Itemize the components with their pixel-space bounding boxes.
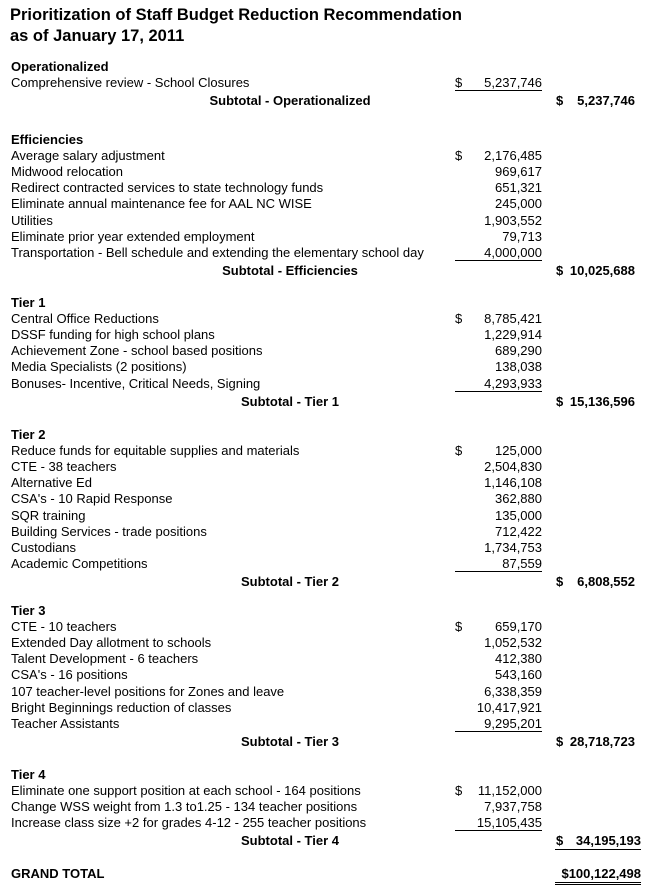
line-item-amount: 135,000 bbox=[495, 507, 542, 523]
line-item-label: Average salary adjustment bbox=[11, 148, 165, 164]
section-heading-row bbox=[0, 295, 660, 311]
subtotal-amount: 34,195,193 bbox=[555, 833, 641, 850]
line-item-row bbox=[0, 651, 660, 667]
line-item-row bbox=[0, 716, 660, 732]
line-item-label: Media Specialists (2 positions) bbox=[11, 359, 187, 375]
line-item-row bbox=[0, 475, 660, 491]
line-item-label: Building Services - trade positions bbox=[11, 523, 207, 539]
line-item-label: Central Office Reductions bbox=[11, 311, 159, 327]
grand-total-amount: $100,122,498 bbox=[555, 866, 641, 885]
line-item-amount: 689,290 bbox=[495, 343, 542, 359]
line-item-amount: 1,052,532 bbox=[484, 635, 542, 651]
subtotal-row bbox=[0, 93, 660, 109]
section-heading: Tier 1 bbox=[11, 295, 46, 310]
line-item-label: Utilities bbox=[11, 212, 53, 228]
line-item-row bbox=[0, 245, 660, 261]
report-title-line1: Prioritization of Staff Budget Reduction Recommendation bbox=[10, 6, 462, 24]
line-item-label: 107 teacher-level positions for Zones and leave bbox=[11, 683, 285, 699]
line-item-label: CTE - 38 teachers bbox=[11, 459, 117, 475]
report-title-line2: as of January 17, 2011 bbox=[10, 27, 185, 45]
subtotal-label: Subtotal - Tier 2 bbox=[241, 573, 339, 589]
line-item-row bbox=[0, 359, 660, 375]
line-item-amount: 712,422 bbox=[495, 523, 542, 539]
line-item-row bbox=[0, 229, 660, 245]
line-item-label: Transportation - Bell schedule and extending the elementary school day bbox=[11, 244, 424, 260]
line-item-amount: 11,152,000 bbox=[477, 783, 542, 799]
subtotal-row bbox=[0, 394, 660, 410]
subtotal-currency-symbol: $ bbox=[556, 573, 564, 589]
subtotal-label: Subtotal - Tier 4 bbox=[241, 833, 339, 849]
line-item-row bbox=[0, 524, 660, 540]
line-item-label: Achievement Zone - school based positions bbox=[11, 343, 263, 359]
line-item-label: Alternative Ed bbox=[11, 475, 92, 491]
section-heading: Tier 3 bbox=[11, 603, 46, 618]
section-heading-row bbox=[0, 132, 660, 148]
line-item-label: Eliminate prior year extended employment bbox=[11, 228, 255, 244]
line-item-amount: 1,146,108 bbox=[484, 475, 542, 491]
line-item-amount: 543,160 bbox=[495, 667, 542, 683]
line-item-row bbox=[0, 196, 660, 212]
line-item-amount: 651,321 bbox=[495, 180, 542, 196]
subtotal-row bbox=[0, 833, 660, 849]
line-item-label: Extended Day allotment to schools bbox=[11, 635, 212, 651]
line-item-amount: 6,338,359 bbox=[484, 683, 542, 699]
line-item-label: DSSF funding for high school plans bbox=[11, 327, 215, 343]
line-item-amount: 362,880 bbox=[495, 491, 542, 507]
subtotal-label: Subtotal - Tier 1 bbox=[241, 393, 339, 409]
line-item-row bbox=[0, 783, 660, 799]
line-item-amount: 79,713 bbox=[502, 228, 542, 244]
subtotal-amount: 10,025,688 bbox=[569, 262, 635, 278]
section-heading-row bbox=[0, 767, 660, 783]
line-item-row bbox=[0, 684, 660, 700]
line-item-row bbox=[0, 327, 660, 343]
currency-symbol: $ bbox=[455, 619, 463, 635]
line-item-row bbox=[0, 540, 660, 556]
line-item-row bbox=[0, 508, 660, 524]
currency-symbol: $ bbox=[455, 75, 463, 91]
line-item-row bbox=[0, 343, 660, 359]
currency-symbol: $ bbox=[455, 148, 463, 164]
line-item-label: Bonuses- Incentive, Critical Needs, Signing bbox=[11, 375, 261, 391]
line-item-row bbox=[0, 213, 660, 229]
line-item-label: CSA's - 16 positions bbox=[11, 667, 128, 683]
line-item-amount: 1,229,914 bbox=[484, 327, 542, 343]
line-item-label: Bright Beginnings reduction of classes bbox=[11, 699, 232, 715]
line-item-amount: 15,105,435 bbox=[476, 815, 542, 831]
line-item-row bbox=[0, 311, 660, 327]
line-item-row bbox=[0, 667, 660, 683]
line-item-row bbox=[0, 459, 660, 475]
line-item-label: Custodians bbox=[11, 539, 77, 555]
line-item-amount: 4,293,933 bbox=[484, 375, 542, 391]
line-item-amount: 10,417,921 bbox=[476, 699, 542, 715]
section-heading: Tier 2 bbox=[11, 427, 46, 442]
line-item-label: Academic Competitions bbox=[11, 555, 148, 571]
line-item-row bbox=[0, 619, 660, 635]
line-item-row bbox=[0, 376, 660, 392]
line-item-label: Eliminate one support position at each school - 164 positions bbox=[11, 783, 361, 799]
subtotal-amount: 15,136,596 bbox=[569, 393, 635, 409]
line-item-label: Change WSS weight from 1.3 to1.25 - 134 teacher positions bbox=[11, 799, 358, 815]
line-item-label: Talent Development - 6 teachers bbox=[11, 651, 199, 667]
subtotal-currency-symbol: $ bbox=[556, 393, 564, 409]
line-item-amount: 87,559 bbox=[502, 555, 542, 571]
line-item-label: Increase class size +2 for grades 4-12 - 255 teacher positions bbox=[11, 815, 367, 831]
line-item-label: Eliminate annual maintenance fee for AAL NC WISE bbox=[11, 196, 312, 212]
subtotal-currency-symbol: $ bbox=[556, 93, 564, 109]
section-heading-row bbox=[0, 427, 660, 443]
subtotal-amount: 28,718,723 bbox=[569, 733, 635, 749]
line-item-row bbox=[0, 815, 660, 831]
line-item-amount: 9,295,201 bbox=[484, 715, 542, 731]
currency-symbol: $ bbox=[455, 443, 463, 459]
subtotal-row bbox=[0, 263, 660, 279]
subtotal-label: Subtotal - Operationalized bbox=[209, 93, 371, 109]
section-heading: Efficiencies bbox=[11, 132, 84, 147]
line-item-label: Midwood relocation bbox=[11, 164, 124, 180]
line-item-row bbox=[0, 180, 660, 196]
grand-total-label: GRAND TOTAL bbox=[11, 866, 105, 881]
section-heading: Operationalized bbox=[11, 59, 109, 74]
subtotal-currency-symbol: $ bbox=[556, 262, 564, 278]
subtotal-label: Subtotal - Efficiencies bbox=[222, 262, 358, 278]
line-item-row bbox=[0, 75, 660, 91]
line-item-label: Teacher Assistants bbox=[11, 715, 120, 731]
line-item-row bbox=[0, 491, 660, 507]
line-item-amount: 7,937,758 bbox=[484, 799, 542, 815]
line-item-row bbox=[0, 799, 660, 815]
line-item-label: Comprehensive review - School Closures bbox=[11, 75, 250, 91]
grand-total-row bbox=[0, 866, 660, 882]
line-item-row bbox=[0, 164, 660, 180]
line-item-label: CSA's - 10 Rapid Response bbox=[11, 491, 173, 507]
line-item-amount: 8,785,421 bbox=[484, 311, 542, 327]
section-heading-row bbox=[0, 603, 660, 619]
line-item-row bbox=[0, 556, 660, 572]
line-item-amount: 412,380 bbox=[495, 651, 542, 667]
subtotal-currency-symbol: $ bbox=[556, 733, 564, 749]
subtotal-currency-symbol: $ bbox=[556, 833, 564, 849]
line-item-amount: 138,038 bbox=[495, 359, 542, 375]
subtotal-label: Subtotal - Tier 3 bbox=[241, 733, 339, 749]
subtotal-amount: 5,237,746 bbox=[577, 93, 635, 109]
line-item-amount: 969,617 bbox=[495, 164, 542, 180]
line-item-row bbox=[0, 635, 660, 651]
subtotal-row bbox=[0, 574, 660, 590]
line-item-amount: 1,903,552 bbox=[484, 212, 542, 228]
line-item-row bbox=[0, 700, 660, 716]
line-item-amount: 1,734,753 bbox=[484, 539, 542, 555]
line-item-amount: 2,176,485 bbox=[484, 148, 542, 164]
line-item-row bbox=[0, 443, 660, 459]
section-heading-row bbox=[0, 59, 660, 75]
line-item-row bbox=[0, 148, 660, 164]
line-item-label: Redirect contracted services to state technology funds bbox=[11, 180, 324, 196]
line-item-amount: 125,000 bbox=[495, 443, 542, 459]
line-item-amount: 659,170 bbox=[495, 619, 542, 635]
line-item-amount: 245,000 bbox=[495, 196, 542, 212]
line-item-label: SQR training bbox=[11, 507, 86, 523]
line-item-amount: 2,504,830 bbox=[484, 459, 542, 475]
currency-symbol: $ bbox=[455, 311, 463, 327]
line-item-amount: 4,000,000 bbox=[484, 244, 542, 260]
section-heading: Tier 4 bbox=[11, 767, 46, 782]
line-item-label: Reduce funds for equitable supplies and materials bbox=[11, 443, 300, 459]
subtotal-amount: 6,808,552 bbox=[577, 573, 635, 589]
line-item-amount: 5,237,746 bbox=[484, 75, 542, 91]
subtotal-row bbox=[0, 734, 660, 750]
line-item-label: CTE - 10 teachers bbox=[11, 619, 117, 635]
currency-symbol: $ bbox=[455, 783, 463, 799]
